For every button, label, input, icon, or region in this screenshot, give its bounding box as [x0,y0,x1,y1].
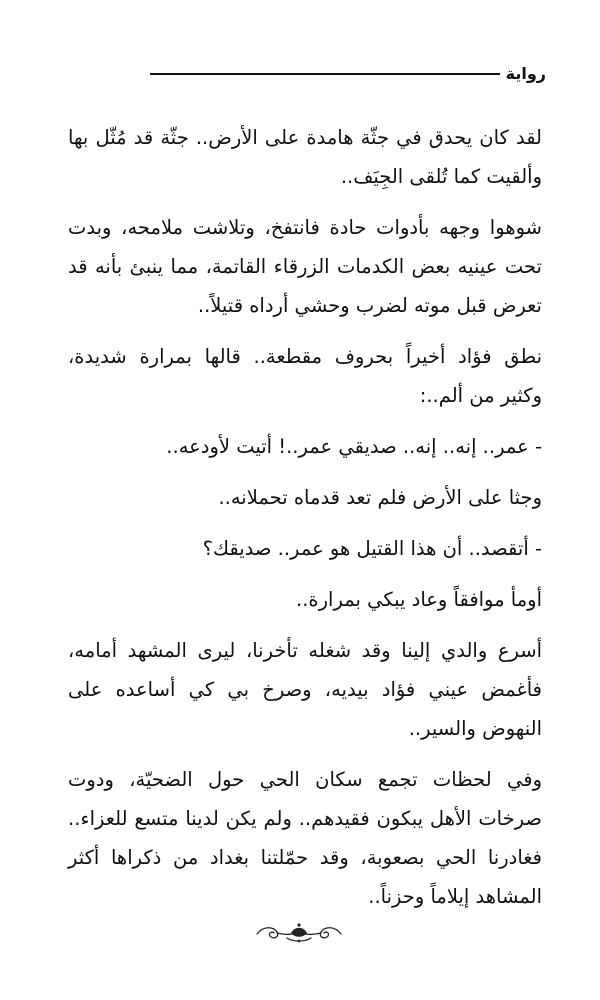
paragraph-6: أسرع والدي إلينا وقد شغله تأخرنا، ليرى المشهد أمامه، فأغمض عيني فؤاد بيديه، وصرخ بي كي أساعده على النهوض والسير.. [68,639,542,740]
paragraph-3: نطق فؤاد أخيراً بحروف مقطعة.. قالها بمرارة شديدة، وكثير من ألم..: [68,345,542,407]
paragraph-5: أومأ موافقاً وعاد يبكي بمرارة.. [296,588,542,611]
dialogue-line-2: - أتقصد.. أن هذا القتيل هو عمر.. صديقك؟ [202,537,542,560]
running-header [150,58,546,88]
paragraph-4: وجثا على الأرض فلم تعد قدماه تحملانه.. [218,486,542,509]
header-rule [150,73,500,75]
page-body [68,118,542,928]
ornamental-divider-icon [253,918,345,948]
paragraph-1: لقد كان يحدق في جثّة هامدة على الأرض.. جثّة قد مُثّل بها وألقيت كما تُلقى الجِيَف.. [68,126,542,188]
header-title: رواية [505,63,546,83]
dialogue-line-1: - عمر.. إنه.. إنه.. صديقي عمر..! أتيت لأودعه.. [166,435,542,458]
paragraph-7: وفي لحظات تجمع سكان الحي حول الضحيّة، ودوت صرخات الأهل يبكون فقيدهم.. ولم يكن لدينا متسع للعزاء.. فغادرنا الحي بصعوبة، وقد حمّلتنا بغداد من ذكراها أكثر المشاهد إيلاماً وحزناً.. [68,768,542,908]
paragraph-2: شوهوا وجهه بأدوات حادة فانتفخ، وتلاشت ملامحه، وبدت تحت عينيه بعض الكدمات الزرقاء القاتمة، مما ينبئ بأنه قد تعرض قبل موته لضرب وحشي أرداه قتيلاً.. [68,216,542,317]
